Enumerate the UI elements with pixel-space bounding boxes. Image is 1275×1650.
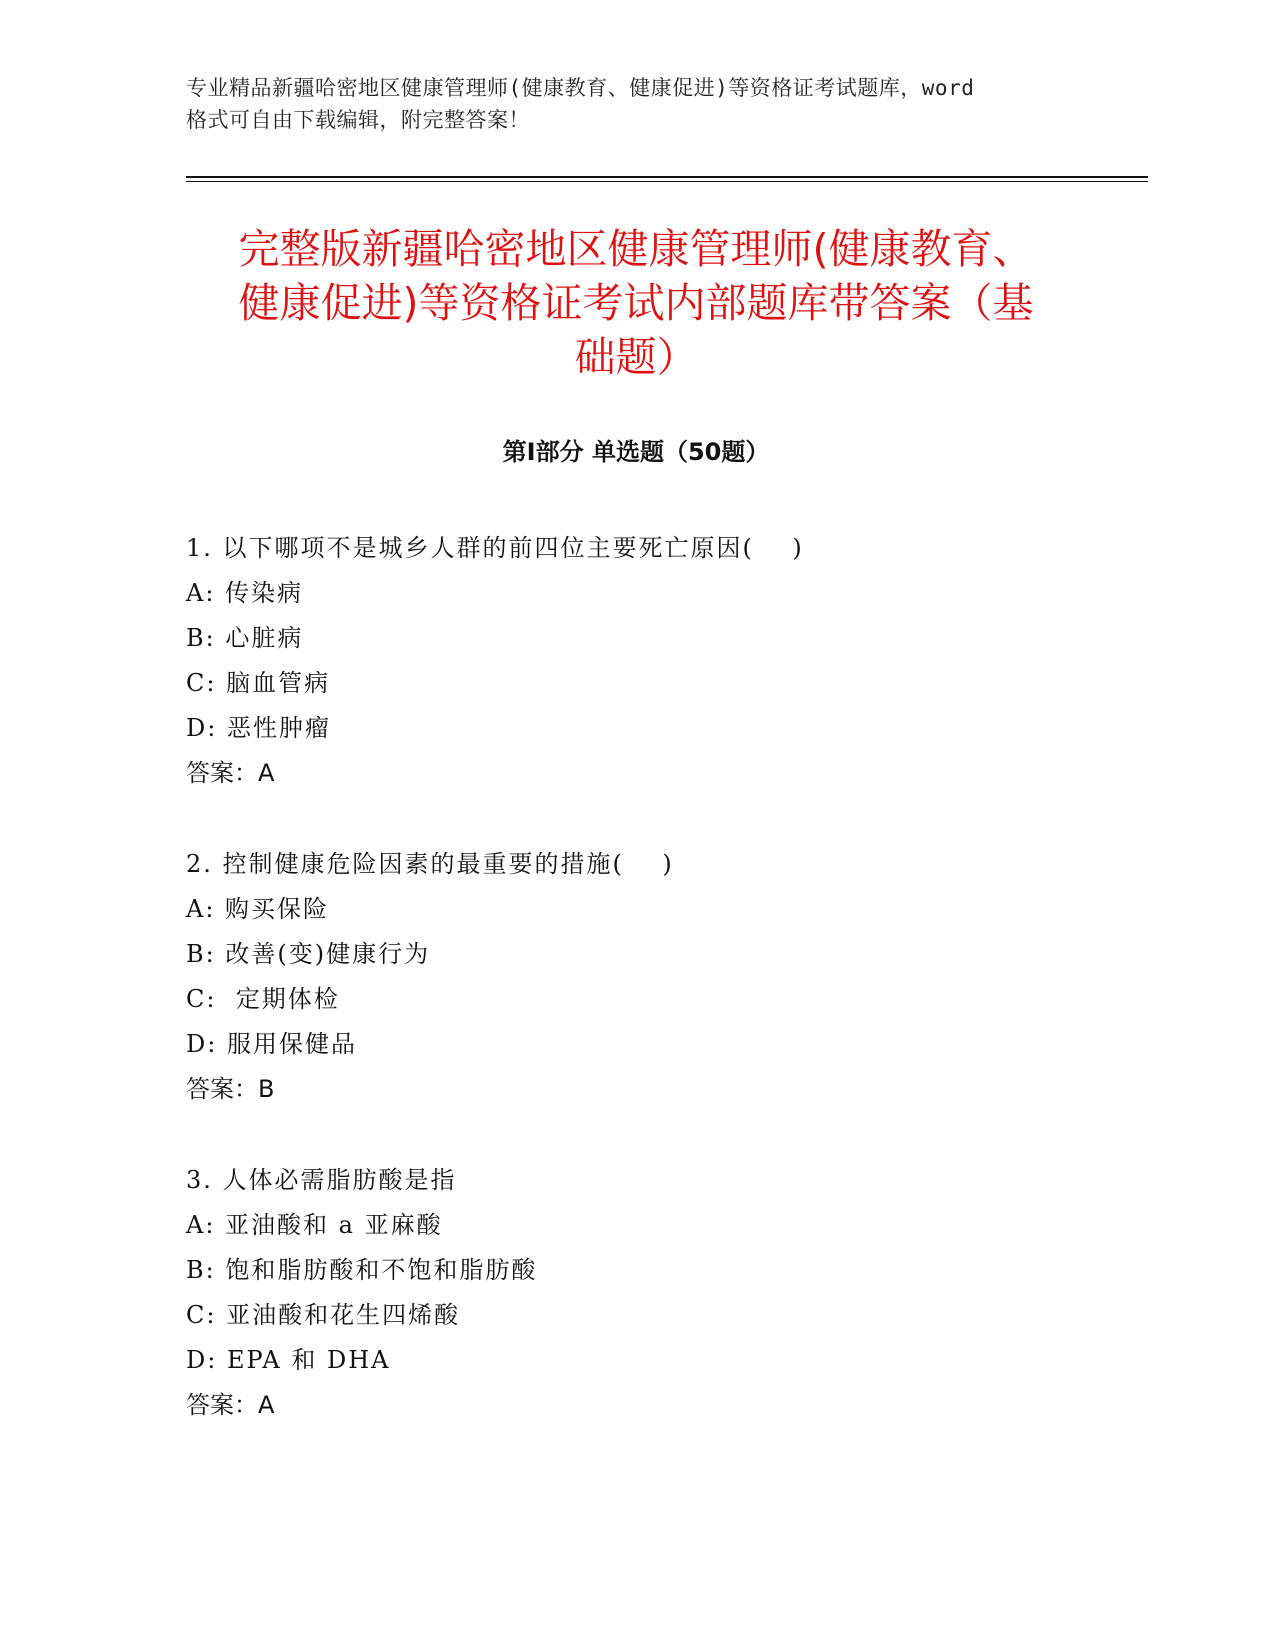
question-list (186, 526, 1086, 1474)
answer-line: 答案：A (186, 1391, 275, 1419)
option-d: D: 恶性肿瘤 (186, 714, 331, 742)
header-note-line-1: 专业精品新疆哈密地区健康管理师(健康教育、健康促进)等资格证考试题库，word (186, 76, 975, 100)
question-stem: 1. 以下哪项不是城乡人群的前四位主要死亡原因( ) (186, 534, 804, 562)
option-a: A: 传染病 (186, 579, 304, 607)
question-stem: 3. 人体必需脂肪酸是指 (186, 1166, 457, 1194)
header-note (186, 72, 1086, 136)
option-d: D: EPA 和 DHA (186, 1346, 391, 1374)
option-a: A: 购买保险 (186, 895, 330, 923)
option-b: B: 饱和脂肪酸和不饱和脂肪酸 (186, 1256, 538, 1284)
option-a: A: 亚油酸和 a 亚麻酸 (186, 1211, 443, 1239)
header-divider-thick (186, 176, 1148, 178)
title-line-2: 健康促进)等资格证考试内部题库带答案（基 (238, 279, 1034, 327)
option-b: B: 改善(变)健康行为 (186, 940, 431, 968)
option-c: C: 脑血管病 (186, 669, 331, 697)
answer-line: 答案：B (186, 1075, 275, 1103)
document-title (186, 222, 1086, 384)
answer-line: 答案：A (186, 759, 275, 787)
question-item (186, 526, 1086, 796)
header-divider-thin (186, 181, 1148, 182)
question-item (186, 1158, 1086, 1428)
option-d: D: 服用保健品 (186, 1030, 357, 1058)
header-note-line-2: 格式可自由下载编辑，附完整答案！ (186, 108, 530, 132)
title-line-3: 础题） (574, 333, 698, 381)
option-c: C: 亚油酸和花生四烯酸 (186, 1301, 461, 1329)
question-stem: 2. 控制健康危险因素的最重要的措施( ) (186, 850, 674, 878)
option-b: B: 心脏病 (186, 624, 304, 652)
section-heading: 第Ⅰ部分 单选题（50题） (502, 438, 770, 466)
option-c: C: 定期体检 (186, 985, 340, 1013)
title-line-1: 完整版新疆哈密地区健康管理师(健康教育、 (238, 225, 1034, 273)
question-item (186, 842, 1086, 1112)
